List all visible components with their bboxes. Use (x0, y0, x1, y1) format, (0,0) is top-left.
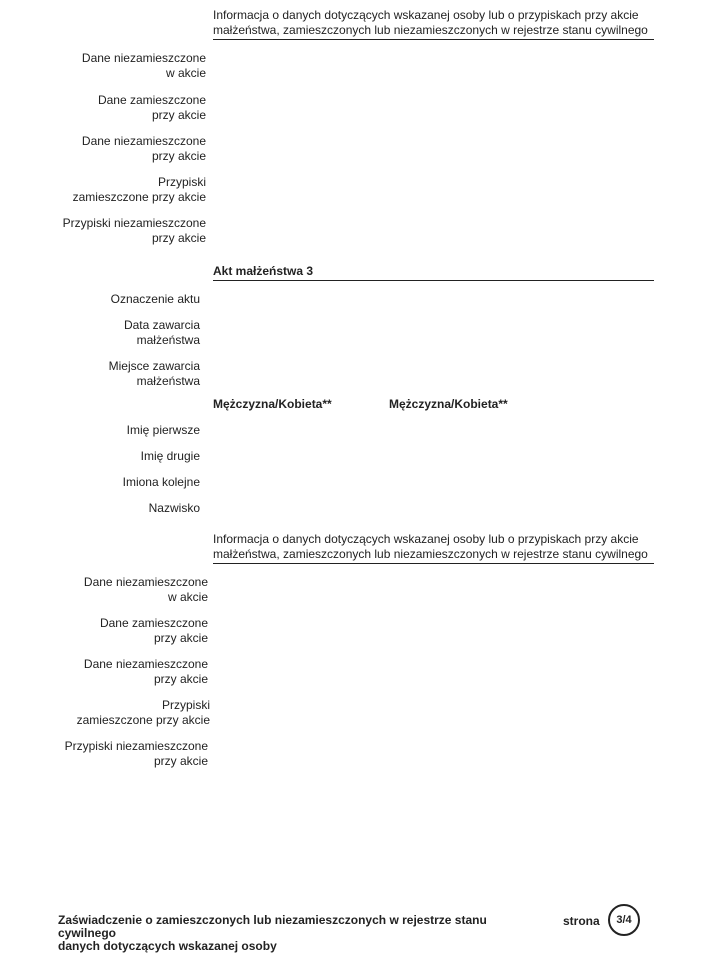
footer-document-title: Zaświadczenie o zamieszczonych lub niezamieszczonych w rejestrze stanu cywilnego danych dotyczących wskazanej osoby (58, 913, 487, 953)
label-imie-drugie: Imię drugie (140, 449, 200, 463)
label-dane-niezamieszczone-w-akcie-1: Dane niezamieszczone w akcie (81, 51, 206, 80)
label-dane-niezamieszczone-w-akcie-2: Dane niezamieszczone w akcie (83, 575, 208, 604)
info-heading-1: Informacja o danych dotyczących wskazanej osoby lub o przypiskach przy akcie małżeństwa, zamieszczonych lub niezamieszczonych w rejestrze stanu cywilnego (213, 8, 654, 40)
label-data-zawarcia: Data zawarcia małżeństwa (123, 318, 200, 347)
label-oznaczenie-aktu: Oznaczenie aktu (110, 292, 200, 306)
page-label: strona (563, 914, 600, 928)
label-imiona-kolejne: Imiona kolejne (122, 475, 200, 489)
label-dane-niezamieszczone-przy-akcie-2: Dane niezamieszczone przy akcie (83, 657, 208, 686)
label-nazwisko: Nazwisko (148, 501, 200, 515)
act-3-heading: Akt małżeństwa 3 (213, 264, 654, 281)
label-przypiski-zamieszczone-2: Przypiski zamieszczone przy akcie (76, 698, 210, 727)
label-przypiski-zamieszczone-1: Przypiski zamieszczone przy akcie (72, 175, 206, 204)
label-dane-zamieszczone-przy-akcie-2: Dane zamieszczone przy akcie (99, 616, 208, 645)
label-przypiski-niezamieszczone-2: Przypiski niezamieszczone przy akcie (64, 739, 208, 768)
column-header-1: Mężczyzna/Kobieta** (213, 397, 332, 411)
label-imie-pierwsze: Imię pierwsze (126, 423, 200, 437)
label-dane-niezamieszczone-przy-akcie-1: Dane niezamieszczone przy akcie (81, 134, 206, 163)
label-dane-zamieszczone-przy-akcie-1: Dane zamieszczone przy akcie (97, 93, 206, 122)
column-header-2: Mężczyzna/Kobieta** (389, 397, 508, 411)
label-przypiski-niezamieszczone-1: Przypiski niezamieszczone przy akcie (62, 216, 206, 245)
label-miejsce-zawarcia: Miejsce zawarcia małżeństwa (108, 359, 200, 388)
info-heading-2: Informacja o danych dotyczących wskazanej osoby lub o przypiskach przy akcie małżeństwa, zamieszczonych lub niezamieszczonych w rejestrze stanu cywilnego (213, 532, 654, 564)
page-number-badge: 3/4 (608, 904, 640, 936)
